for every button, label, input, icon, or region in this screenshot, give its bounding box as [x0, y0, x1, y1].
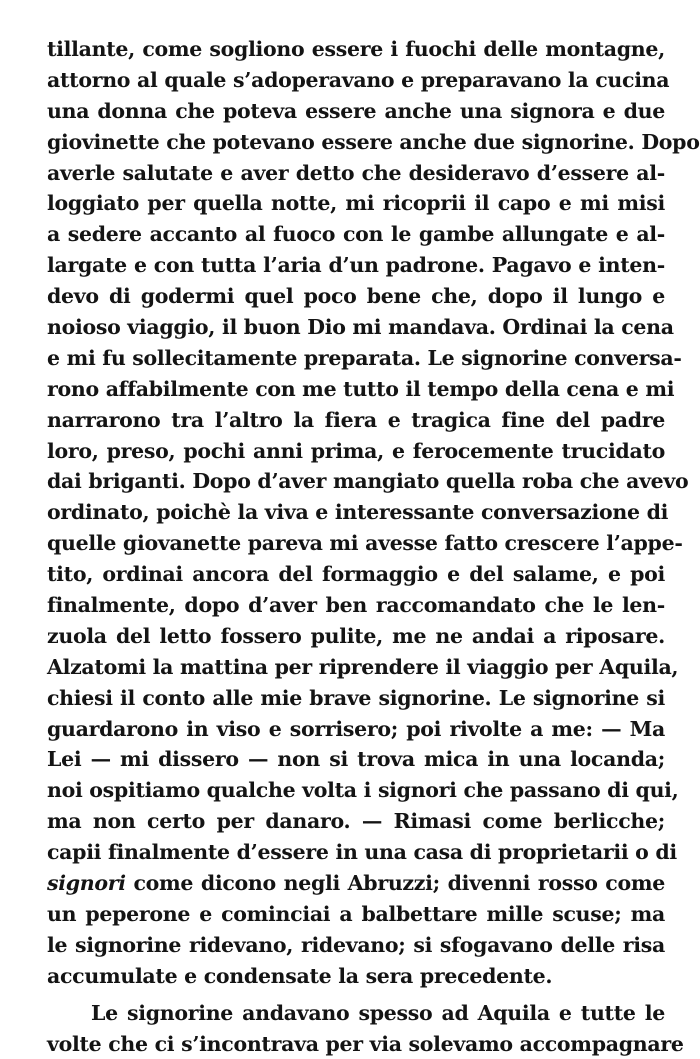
text-line: quelle giovanette pareva mi avesse fatto crescere l’appe- [47, 528, 665, 559]
text-line: attorno al quale s’adoperavano e preparavano la cucina [47, 65, 665, 96]
text-line: narrarono tra l’altro la fiera e tragica fine del padre [47, 405, 665, 436]
text-line: chiesi il conto alle mie brave signorine. Le signorine si [47, 683, 665, 714]
text-line: un peperone e cominciai a balbettare mille scuse; ma [47, 899, 665, 930]
text-line: tillante, come sogliono essere i fuochi delle montagne, [47, 34, 665, 65]
text-line-paragraph-end: accumulate e condensate la sera precedente. [47, 961, 665, 992]
text-line: devo di godermi quel poco bene che, dopo il lungo e [47, 281, 665, 312]
text-line: largate e con tutta l’aria d’un padrone. Pagavo e inten- [47, 250, 665, 281]
text-line: una donna che poteva essere anche una signora e due [47, 96, 665, 127]
text-line-paragraph-start: Le signorine andavano spesso ad Aquila e tutte le [47, 998, 665, 1029]
text-line: le signorine ridevano, ridevano; si sfogavano delle risa [47, 930, 665, 961]
text-line: tito, ordinai ancora del formaggio e del salame, e poi [47, 559, 665, 590]
text-line: averle salutate e aver detto che desideravo d’essere al- [47, 158, 665, 189]
text-line: dai briganti. Dopo d’aver mangiato quella roba che avevo [47, 466, 665, 497]
text-line: Lei — mi dissero — non si trova mica in una locanda; [47, 744, 665, 775]
text-line-signori [47, 868, 665, 899]
text-line: ma non certo per danaro. — Rimasi come berlicche; [47, 806, 665, 837]
text-line: loro, preso, pochi anni prima, e ferocemente trucidato [47, 436, 665, 467]
text-line: volte che ci s’incontrava per via solevamo accompagnare [47, 1029, 665, 1059]
text-line: capii finalmente d’essere in una casa di proprietarii o di [47, 837, 665, 868]
text-line: giovinette che potevano essere anche due signorine. Dopo [47, 127, 665, 158]
text-line: zuola del letto fossero pulite, me ne andai a riposare. [47, 621, 665, 652]
text-line: loggiato per quella notte, mi ricoprii il capo e mi misi [47, 188, 665, 219]
body-text [47, 34, 665, 1059]
text-line: finalmente, dopo d’aver ben raccomandato che le len- [47, 590, 665, 621]
text-line: noi ospitiamo qualche volta i signori che passano di qui, [47, 775, 665, 806]
text-line: a sedere accanto al fuoco con le gambe allungate e al- [47, 219, 665, 250]
text-line: rono affabilmente con me tutto il tempo della cena e mi [47, 374, 665, 405]
text-line-rest: come dicono negli Abruzzi; divenni rosso come [126, 871, 665, 895]
text-line: guardarono in viso e sorrisero; poi rivolte a me: — Ma [47, 714, 665, 745]
text-line: Alzatomi la mattina per riprendere il viaggio per Aquila, [47, 652, 665, 683]
text-line: noioso viaggio, il buon Dio mi mandava. Ordinai la cena [47, 312, 665, 343]
text-line: ordinato, poichè la viva e interessante conversazione di [47, 497, 665, 528]
text-line: e mi fu sollecitamente preparata. Le signorine conversa- [47, 343, 665, 374]
italic-word: signori [47, 871, 126, 895]
